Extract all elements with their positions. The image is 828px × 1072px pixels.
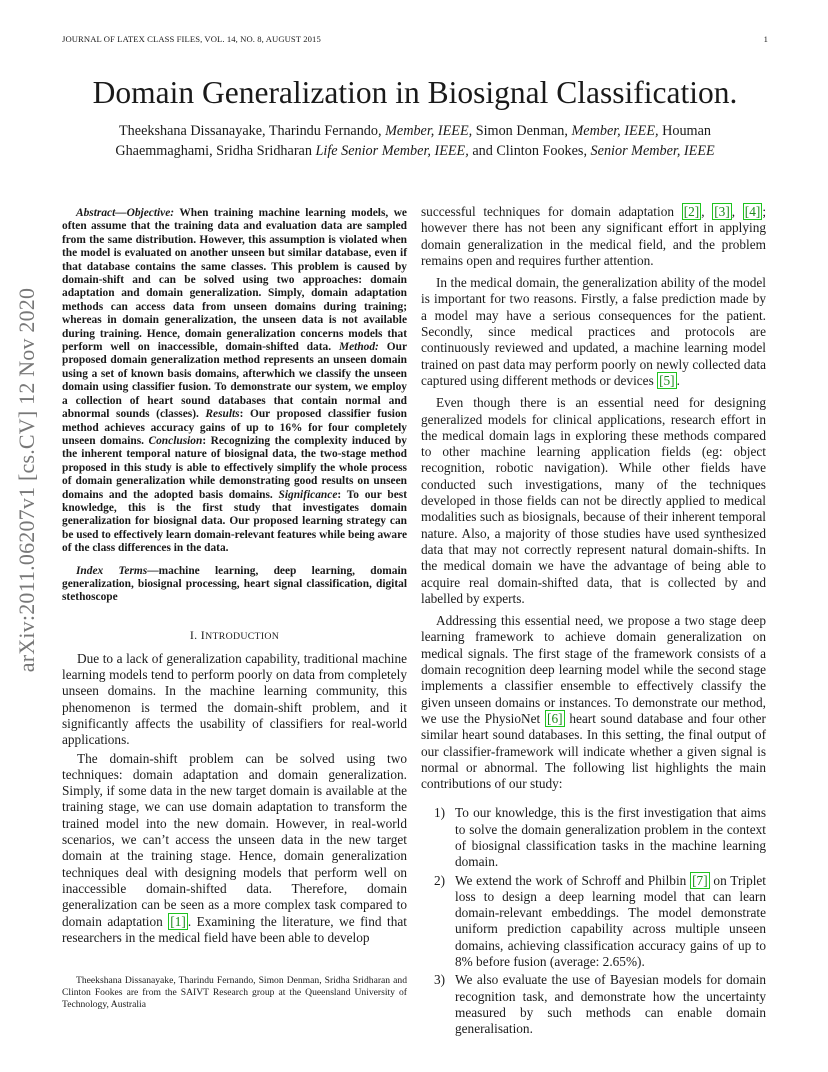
list-number: 2) bbox=[434, 872, 446, 888]
author-text: and Clinton Fookes, bbox=[472, 143, 587, 159]
citation-link[interactable]: [5] bbox=[659, 372, 675, 388]
author-affil: Member, IEEE, bbox=[385, 123, 473, 139]
proposal-paragraph bbox=[421, 613, 766, 792]
citation-link[interactable]: [7] bbox=[692, 872, 708, 888]
list-item bbox=[421, 972, 766, 1037]
journal-name: JOURNAL OF LATEX CLASS FILES, VOL. 14, NO. 8, AUGUST 2015 bbox=[62, 34, 321, 44]
section-title-initial: I bbox=[200, 627, 206, 642]
conclusion-label: Conclusion bbox=[148, 434, 203, 447]
arxiv-stamp bbox=[2, 285, 52, 675]
citation-link[interactable]: [3] bbox=[714, 204, 730, 219]
arxiv-id: arXiv:2011.06207v1 [cs.CV] 12 Nov 2020 bbox=[14, 287, 39, 673]
index-terms-label: Index Terms bbox=[76, 564, 148, 577]
list-text: To our knowledge, this is the first investigation that aims to solve the domain generalization problem in the context of biosignal classification tasks in the machine learning domain. bbox=[455, 805, 766, 870]
list-item bbox=[421, 805, 766, 870]
citation-number: 7 bbox=[696, 872, 704, 888]
citation-link[interactable]: [2] bbox=[683, 204, 700, 219]
footnote: Theekshana Dissanayake, Tharindu Fernando, Simon Denman, Sridha Sridharan and Clinton Fookes are from the SAIVT Research group at the Queensland University of Technology, Australia bbox=[62, 975, 407, 1010]
citation-link[interactable]: [1] bbox=[170, 913, 186, 929]
running-header bbox=[62, 34, 768, 48]
paragraph-text: ; however there has not been any significant effort in applying domain generalization in the medical field, and the problem remains open and requires further attention. bbox=[421, 204, 767, 268]
paragraph-text: successful techniques for domain adaptation bbox=[421, 204, 674, 219]
intro-paragraph-1: Due to a lack of generalization capability, traditional machine learning models tend to perform poorly on data from completely unseen domains. In the machine learning community, this phenomenon is termed the domain-shift problem, and it significantly affects the usability of classifiers for real-world applications. bbox=[62, 650, 407, 748]
citation-number: 6 bbox=[551, 710, 559, 726]
paragraph-text: . Examining the literature, we find that researchers in the medical field have been able to develop bbox=[62, 913, 407, 945]
author-text: Simon Denman, bbox=[475, 123, 568, 139]
author-text: Ghaemmaghami, Sridha Sridharan bbox=[115, 143, 312, 159]
list-text: We also evaluate the use of Bayesian models for domain recognition task, and demonstrate how the uncertainty measured by such methods can enable domain generalisation. bbox=[455, 972, 766, 1037]
index-terms-text: machine learning, deep learning, domain generalization, biosignal processing, heart signal classification, digital stethoscope bbox=[62, 564, 407, 604]
method-label: Method: bbox=[338, 341, 379, 354]
section-number: I. bbox=[189, 627, 198, 642]
abstract-objective: When training machine learning models, we often assume that the training data and evaluation data are sampled from the same distribution. However, this assumption is violated when the model is evaluated on another unseen but similar database, even if that database contains the same classes. This problem is caused by domain-shift and can be solved using two approaches: domain adaptation and domain generalization. Simply, domain adaptation methods can access data from unseen domains during training; whereas in domain generalization, the unseen data is not available during training. Hence, domain generalization concerns models that perform well on inaccessible, domain-shifted data. bbox=[62, 207, 407, 354]
list-item bbox=[421, 873, 766, 971]
medical-domain-paragraph: In the medical domain, the generalization ability of the model is important for two reasons. Firstly, a false prediction made by a model may have a serious consequences for the patient. Secondly, since medical practices and protocols are continuously reviewed and updated, a machine learning model trained on past data may perform poorly on newly collected data captured using different methods or devices [5] . bbox=[421, 275, 766, 388]
page-number: 1 bbox=[763, 34, 768, 44]
section-title-rest: NTRODUCTION bbox=[205, 630, 280, 642]
paragraph-text: Addressing this essential need, we propose a two stage deep learning framework to achieve domain generalization on medical signals. The first stage of the framework consists of a domain recognition deep learning model while the second stage implements a classifier ensemble to effectively classify the given unseen domains or instances. To demonstrate our method, we use the PhysioNet bbox=[421, 613, 766, 726]
index-terms: Index Terms—machine learning, deep learning, domain generalization, biosignal processing, heart signal classification, digital stethoscope bbox=[62, 564, 407, 604]
citation-number: 3 bbox=[718, 204, 726, 219]
paper-title: Domain Generalization in Biosignal Classification. bbox=[92, 75, 738, 110]
paragraph-text: In the medical domain, the generalization ability of the model is important for two reasons. Firstly, a false prediction made by a model may have a serious consequences for the patient. Secondly, since medical practices and protocols are continuously reviewed and updated, a machine learning model trained on past data may perform poorly on newly collected data captured using different methods or devices bbox=[421, 275, 766, 388]
abstract-significance: To our best knowledge, this is the first study that investigates domain generalization for biosignal data. Our proposed learning strategy can be used to effectively learn domain-relevant features while being aware of the class differences in the data. bbox=[62, 488, 407, 555]
continued-paragraph: successful techniques for domain adaptation [2] , [3] , [4] ; however there has not been any significant effort in applying domain generalization in the medical field, and the problem remains open and requires further attention. bbox=[421, 204, 767, 268]
left-column bbox=[62, 207, 407, 946]
significance-label: Significance bbox=[278, 488, 338, 501]
abstract-label: Abstract bbox=[76, 207, 116, 219]
right-column bbox=[421, 204, 766, 1040]
abstract: Abstract—Objective: When training machine learning models, we often assume that the training data and evaluation data are sampled from the same distribution. However, this assumption is violated when the model is evaluated on another unseen but similar database, even if that database contains the same classes. This problem is caused by domain-shift and can be solved using two approaches: domain adaptation and domain generalization. Simply, domain adaptation methods can access data from unseen domains during training; whereas in domain generalization, the unseen data is not available during training. Hence, domain generalization concerns models that perform well on inaccessible, domain-shifted data. Method: Our proposed domain generalization method represents an unseen domain using a set of known basis domains, afterwhich we classify the unseen domain using classifier fusion. To demonstrate our system, we employ a collection of heart sound databases that contain normal and abnormal sounds (classes). Results: Our proposed classifier fusion method achieves accuracy gains of up to 16% for four completely unseen domains. Conclusion: Recognizing the complexity induced by the inherent temporal nature of biosignal data, the two-stage method proposed in this study is able to effectively simplify the whole process of domain generalization while demonstrating good results on unseen domains and the adopted basis domains. Significance: To our best knowledge, this is the first study that investigates domain generalization for biosignal data. Our proposed learning strategy can be used to effectively learn domain-relevant features while being aware of the class differences in the data. bbox=[62, 207, 408, 555]
citation-link[interactable]: [6] bbox=[547, 710, 563, 726]
citation-number: 5 bbox=[663, 372, 671, 388]
abstract-results: Our proposed classifier fusion method achieves accuracy gains of up to 16% for four completely unseen domains. bbox=[62, 408, 407, 447]
citation-number: 2 bbox=[688, 204, 695, 219]
list-text: We extend the work of Schroff and Philbin bbox=[455, 872, 687, 888]
research-gap-paragraph: Even though there is an essential need for designing generalized models for clinical applications, research effort in the medical domain lags in exploring these methods compared to other machine learning application fields (eg: object recognition, robotic navigation). While other fields have conducted such investigations, many of the techniques developed in those fields can not be directly applied to medical modalities such as biosignals, because of their inherent temporal nature. Also, a majority of those studies have used synthesized data that may not correctly represent natural domain-shifts. In the medical domain we have the advantage of being able to acquire real domain-shifted data, that is collected by and labelled by experts. bbox=[421, 395, 766, 606]
results-label: Results bbox=[205, 408, 240, 421]
author-list bbox=[62, 121, 768, 161]
section-heading-introduction bbox=[62, 628, 407, 643]
author-text: Theekshana Dissanayake, Tharindu Fernando, bbox=[119, 123, 382, 139]
abstract-method: Our proposed domain generalization method represents an unseen domain using a set of known basis domains, afterwhich we classify the unseen domain using classifier fusion. To demonstrate our system, we employ a collection of heart sound databases that contain normal and abnormal sounds (classes). bbox=[62, 341, 408, 421]
list-number: 1) bbox=[434, 805, 446, 821]
paragraph-text: heart sound database and four other similar heart sound databases. In this setting, the final output of our classifier-framework will indicate whether a given signal is normal or abnormal. The following list highlights the main contributions of our study: bbox=[421, 710, 766, 792]
citation-number: 4 bbox=[749, 204, 756, 219]
list-number: 3) bbox=[434, 972, 446, 988]
author-affil: Senior Member, IEEE bbox=[590, 143, 715, 159]
author-affil: Member, IEEE, bbox=[571, 123, 659, 139]
citation-link[interactable]: [4] bbox=[744, 204, 761, 219]
author-affil: Life Senior Member, IEEE, bbox=[315, 143, 469, 159]
objective-label: Objective: bbox=[126, 207, 175, 219]
author-text: Houman bbox=[662, 123, 711, 139]
abstract-conclusion: Recognizing the complexity induced by the inherent temporal nature of biosignal data, the two-stage method proposed in this study is able to effectively simplify the whole process of domain generalization while demonstrating good results on unseen domains and the adopted basis domains. bbox=[62, 434, 407, 501]
paragraph-text: The domain-shift problem can be solved using two techniques: domain adaptation and domain generalization. Simply, if some data in the new target domain is available at the training stage, we can use domain adaptation to transform the trained model into the new domain. However, in real-world scenarios, we can’t access the unseen data in the new target domain at the training stage. Hence, domain generalization techniques deal with designing models that perform well on inaccessible domain-shifted data. Therefore, domain generalization can be seen as a more complex task compared to domain adaptation bbox=[62, 750, 407, 929]
list-text: on Triplet loss to design a deep learning model that can learn domain-relevant embeddings. The model demonstrate uniform prediction capability across multiple unseen domains, achieving classification accuracy gains of up to 8% before fusion (average: 2.65%). bbox=[455, 872, 767, 970]
contributions-list bbox=[421, 805, 766, 1037]
citation-number: 1 bbox=[174, 913, 182, 929]
intro-paragraph-2 bbox=[62, 751, 407, 947]
